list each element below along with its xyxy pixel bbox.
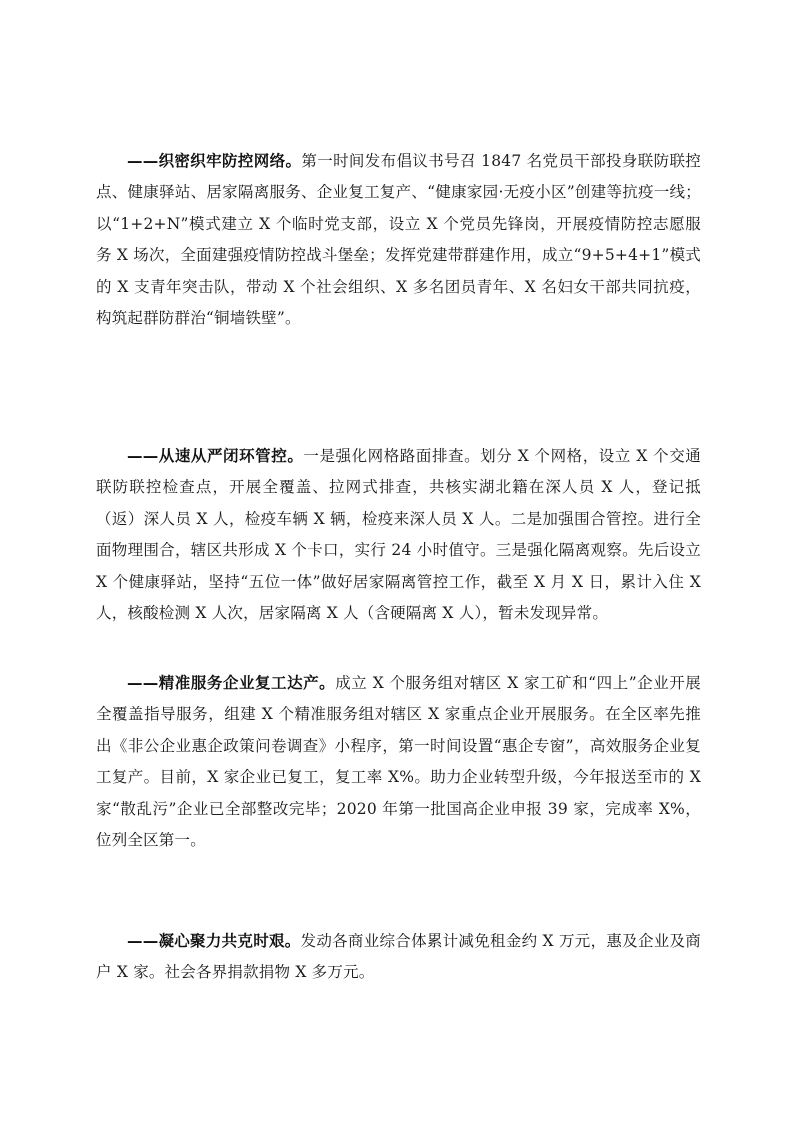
paragraph-heading: ——织密织牢防控网络。 bbox=[127, 152, 302, 170]
paragraph-heading: ——凝心聚力共克时艰。 bbox=[127, 932, 301, 950]
paragraph-heading: ——精准服务企业复工达产。 bbox=[127, 674, 336, 692]
paragraph-body: 发动各商业综合体累计减免租金约 X 万元，惠及企业及商户 X 家。社会各界捐款捐物 X 多万元。 bbox=[96, 932, 701, 982]
paragraph-body: 成立 X 个服务组对辖区 X 家工矿和“四上”企业开展全覆盖指导服务，组建 X 个精准服务组对辖区 X 家重点企业开展服务。在全区率先推出《非公企业惠企政策问卷调查》小程序，第一时间设置“惠企专窗”，高效服务企业复工复产。目前，X 家企业已复工，复工率 X%。助力企业转型升级，今年报送至市的 X 家“散乱污”企业已全部整改完毕；2020 年第一批国高企业申报 39 家，完成率 X%，位列全区第一。 bbox=[96, 674, 702, 850]
paragraph-body: 第一时间发布倡议书号召 1847 名党员干部投身联防联控点、健康驿站、居家隔离服务、企业复工复产、“健康家园·无疫小区”创建等抗疫一线；以“1+2+N”模式建立 X 个临时党支部，设立 X 个党员先锋岗，开展疫情防控志愿服务 X 场次，全面建强疫情防控战斗堡垒；发挥党建带群建作用，成立“9+5+4+1”模式的 X 支青年突击队，带动 X 个社会组织、X 多名团员青年、X 名妇女干部共同抗疫，构筑起群防群治“铜墙铁壁”。 bbox=[96, 152, 702, 328]
paragraph-prevention-network bbox=[96, 146, 701, 334]
paragraph-united-effort bbox=[96, 926, 701, 989]
paragraph-heading: ——从速从严闭环管控。 bbox=[127, 447, 304, 465]
paragraph-body: 一是强化网格路面排查。划分 X 个网格，设立 X 个交通联防联控检查点，开展全覆盖、拉网式排查，共核实湖北籍在深人员 X 人，登记抵（返）深人员 X 人，检疫车辆 X 辆，检疫来深人员 X 人。二是加强围合管控。进行全面物理围合，辖区共形成 X 个卡口，实行 24 小时值守。三是强化隔离观察。先后设立 X 个健康驿站，坚持“五位一体”做好居家隔离管控工作，截至 X 月 X 日，累计入住 X 人，核酸检测 X 人次，居家隔离 X 人（含硬隔离 X 人），暂未发现异常。 bbox=[96, 447, 701, 623]
paragraph-enterprise-service bbox=[96, 668, 701, 856]
paragraph-closed-loop-control bbox=[96, 441, 701, 629]
